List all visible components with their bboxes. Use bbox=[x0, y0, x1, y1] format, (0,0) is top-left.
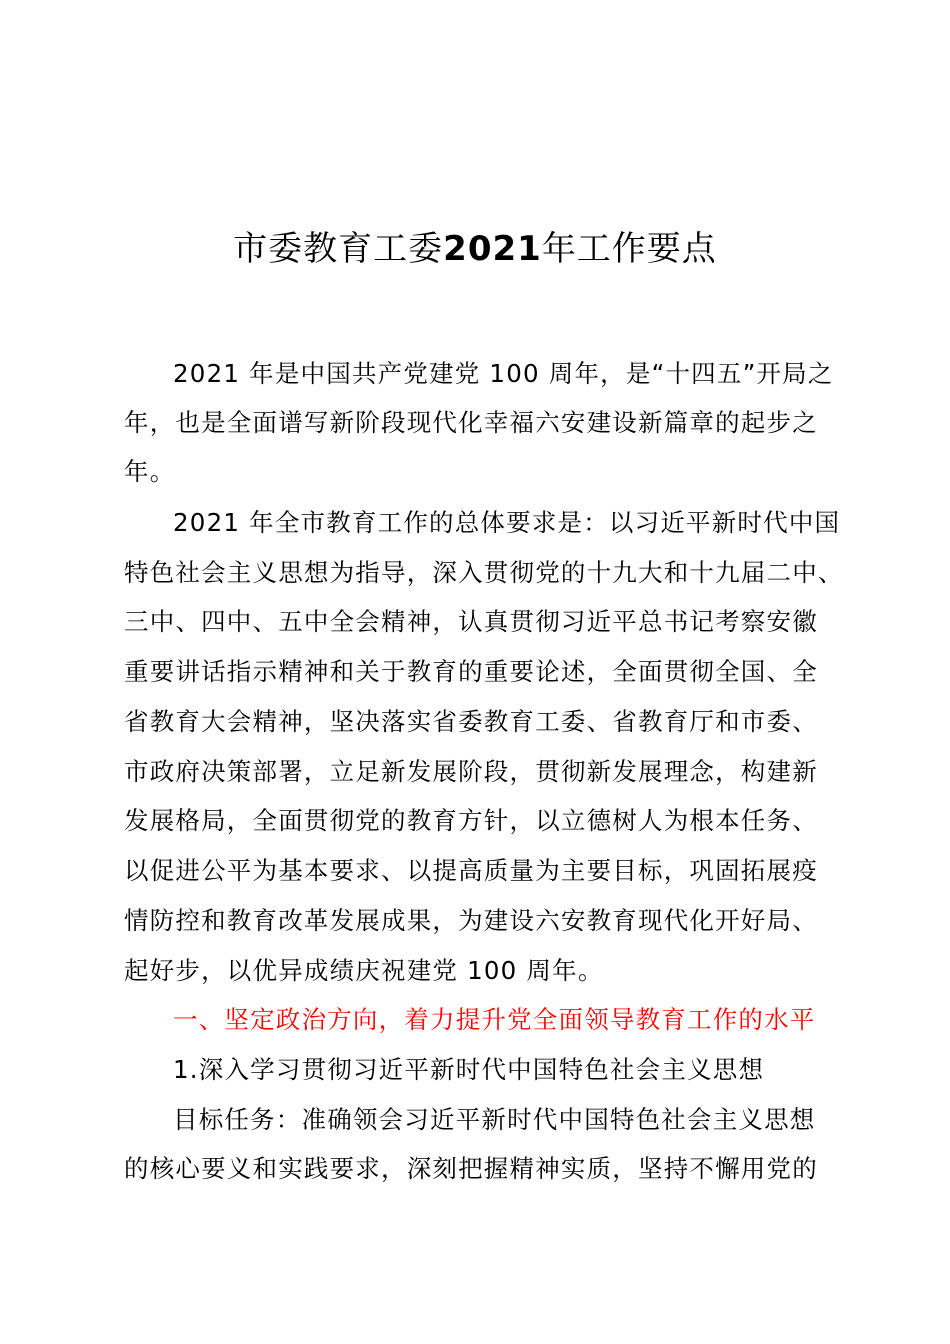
title-prefix: 市委教育工委 bbox=[233, 229, 444, 269]
document-title bbox=[0, 224, 950, 274]
paragraph-2-line-6: 市政府决策部署，立足新发展阶段，贯彻新发展理念，构建新 bbox=[124, 757, 818, 786]
paragraph-2-line-9: 情防控和教育改革发展成果，为建设六安教育现代化开好局、 bbox=[124, 906, 818, 935]
paragraph-2-line-1: 2021 年全市教育工作的总体要求是：以习近平新时代中国 bbox=[173, 508, 841, 537]
paragraph-1-line-3: 年。 bbox=[124, 457, 176, 486]
section-heading-1: 一、坚定政治方向，着力提升党全面领导教育工作的水平 bbox=[173, 1005, 816, 1034]
paragraph-1-line-1: 2021 年是中国共产党建党 100 周年，是“十四五”开局之 bbox=[173, 359, 834, 388]
title-year: 2021 bbox=[443, 229, 542, 269]
paragraph-3-line-2: 的核心要义和实践要求，深刻把握精神实质，坚持不懈用党的 bbox=[124, 1154, 818, 1183]
subsection-heading-1: 1.深入学习贯彻习近平新时代中国特色社会主义思想 bbox=[173, 1055, 765, 1084]
paragraph-2-line-2: 特色社会主义思想为指导，深入贯彻党的十九大和十九届二中、 bbox=[124, 558, 844, 587]
paragraph-2-line-7: 发展格局，全面贯彻党的教育方针，以立德树人为根本任务、 bbox=[124, 806, 818, 835]
paragraph-2-line-8: 以促进公平为基本要求、以提高质量为主要目标，巩固拓展疫 bbox=[124, 856, 818, 885]
paragraph-2-line-3: 三中、四中、五中全会精神，认真贯彻习近平总书记考察安徽 bbox=[124, 607, 818, 636]
title-suffix: 年工作要点 bbox=[541, 229, 717, 269]
paragraph-1-line-2: 年，也是全面谱写新阶段现代化幸福六安建设新篇章的起步之 bbox=[124, 408, 818, 437]
paragraph-2-line-10: 起好步，以优异成绩庆祝建党 100 周年。 bbox=[124, 956, 604, 985]
paragraph-3-line-1: 目标任务：准确领会习近平新时代中国特色社会主义思想 bbox=[173, 1105, 816, 1134]
paragraph-2-line-4: 重要讲话指示精神和关于教育的重要论述，全面贯彻全国、全 bbox=[124, 657, 818, 686]
paragraph-2-line-5: 省教育大会精神，坚决落实省委教育工委、省教育厅和市委、 bbox=[124, 707, 818, 736]
